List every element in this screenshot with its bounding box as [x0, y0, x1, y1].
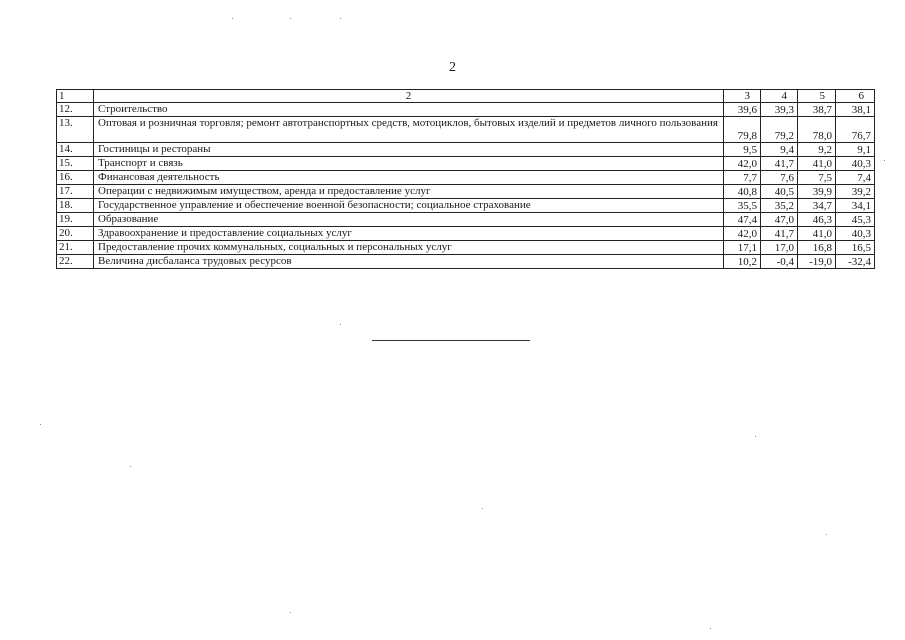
table-row: [57, 255, 875, 269]
row-label: Транспорт и связь: [94, 157, 724, 171]
header-cell: 3: [724, 90, 761, 103]
value-cell: 39,9: [798, 185, 836, 199]
header-cell: 1: [57, 90, 94, 103]
value-cell: 79,8: [724, 117, 761, 143]
value-cell: 41,0: [798, 157, 836, 171]
value-cell: -0,4: [761, 255, 798, 269]
row-label: Строительство: [94, 103, 724, 117]
page-number: 2: [449, 60, 456, 75]
scan-speck: [755, 436, 756, 437]
value-cell: 35,5: [724, 199, 761, 213]
scan-speck: [290, 18, 291, 19]
scan-speck: [710, 628, 711, 629]
value-cell: 78,0: [798, 117, 836, 143]
row-number: 14.: [57, 143, 94, 157]
row-label: Гостиницы и рестораны: [94, 143, 724, 157]
row-label: Операции с недвижимым имуществом, аренда и предоставление услуг: [94, 185, 724, 199]
value-cell: 79,2: [761, 117, 798, 143]
table-row: [57, 103, 875, 117]
table-row: [57, 157, 875, 171]
value-cell: 40,3: [836, 157, 875, 171]
value-cell: 38,1: [836, 103, 875, 117]
header-cell: 2: [94, 90, 724, 103]
value-cell: 9,2: [798, 143, 836, 157]
header-cell: 6: [836, 90, 875, 103]
value-cell: 38,7: [798, 103, 836, 117]
value-cell: 40,8: [724, 185, 761, 199]
table-row: [57, 199, 875, 213]
row-number: 21.: [57, 241, 94, 255]
row-number: 17.: [57, 185, 94, 199]
value-cell: 40,3: [836, 227, 875, 241]
row-label: Образование: [94, 213, 724, 227]
value-cell: 7,6: [761, 171, 798, 185]
header-cell: 4: [761, 90, 798, 103]
scan-speck: [40, 424, 41, 425]
row-label: Здравоохранение и предоставление социальных услуг: [94, 227, 724, 241]
value-cell: 34,1: [836, 199, 875, 213]
value-cell: 17,0: [761, 241, 798, 255]
scan-speck: [884, 160, 885, 161]
value-cell: 76,7: [836, 117, 875, 143]
row-label: Оптовая и розничная торговля; ремонт автотранспортных средств, мотоциклов, бытовых изделий и предметов личного пользования: [94, 117, 724, 143]
divider-line: [372, 340, 530, 341]
data-table: [56, 89, 875, 269]
table-row: [57, 241, 875, 255]
value-cell: 7,7: [724, 171, 761, 185]
row-number: 22.: [57, 255, 94, 269]
value-cell: 16,8: [798, 241, 836, 255]
value-cell: 39,2: [836, 185, 875, 199]
header-cell: 5: [798, 90, 836, 103]
value-cell: 46,3: [798, 213, 836, 227]
scan-speck: [290, 612, 291, 613]
value-cell: 17,1: [724, 241, 761, 255]
scan-speck: [482, 508, 483, 509]
value-cell: 9,5: [724, 143, 761, 157]
row-number: 16.: [57, 171, 94, 185]
scan-speck: [232, 18, 233, 19]
table-row: [57, 117, 875, 143]
row-label: Финансовая деятельность: [94, 171, 724, 185]
row-number: 18.: [57, 199, 94, 213]
table-row: [57, 171, 875, 185]
table-row: [57, 143, 875, 157]
value-cell: 40,5: [761, 185, 798, 199]
scan-speck: [826, 534, 827, 535]
value-cell: 9,1: [836, 143, 875, 157]
row-number: 19.: [57, 213, 94, 227]
table-header-row: [57, 90, 875, 103]
value-cell: 41,7: [761, 227, 798, 241]
value-cell: 45,3: [836, 213, 875, 227]
value-cell: 10,2: [724, 255, 761, 269]
value-cell: 9,4: [761, 143, 798, 157]
value-cell: 47,0: [761, 213, 798, 227]
row-number: 12.: [57, 103, 94, 117]
value-cell: -19,0: [798, 255, 836, 269]
table-row: [57, 213, 875, 227]
row-label: Величина дисбаланса трудовых ресурсов: [94, 255, 724, 269]
value-cell: 42,0: [724, 157, 761, 171]
value-cell: 47,4: [724, 213, 761, 227]
row-number: 15.: [57, 157, 94, 171]
table-row: [57, 227, 875, 241]
table-row: [57, 185, 875, 199]
value-cell: 41,0: [798, 227, 836, 241]
value-cell: 42,0: [724, 227, 761, 241]
value-cell: 16,5: [836, 241, 875, 255]
value-cell: 7,5: [798, 171, 836, 185]
row-label: Государственное управление и обеспечение военной безопасности; социальное страхование: [94, 199, 724, 213]
value-cell: 39,3: [761, 103, 798, 117]
scan-speck: [340, 324, 341, 325]
value-cell: 34,7: [798, 199, 836, 213]
row-number: 13.: [57, 117, 94, 143]
scan-speck: [130, 466, 131, 467]
row-number: 20.: [57, 227, 94, 241]
value-cell: -32,4: [836, 255, 875, 269]
value-cell: 41,7: [761, 157, 798, 171]
value-cell: 7,4: [836, 171, 875, 185]
row-label: Предоставление прочих коммунальных, социальных и персональных услуг: [94, 241, 724, 255]
value-cell: 35,2: [761, 199, 798, 213]
scan-speck: [340, 18, 341, 19]
value-cell: 39,6: [724, 103, 761, 117]
